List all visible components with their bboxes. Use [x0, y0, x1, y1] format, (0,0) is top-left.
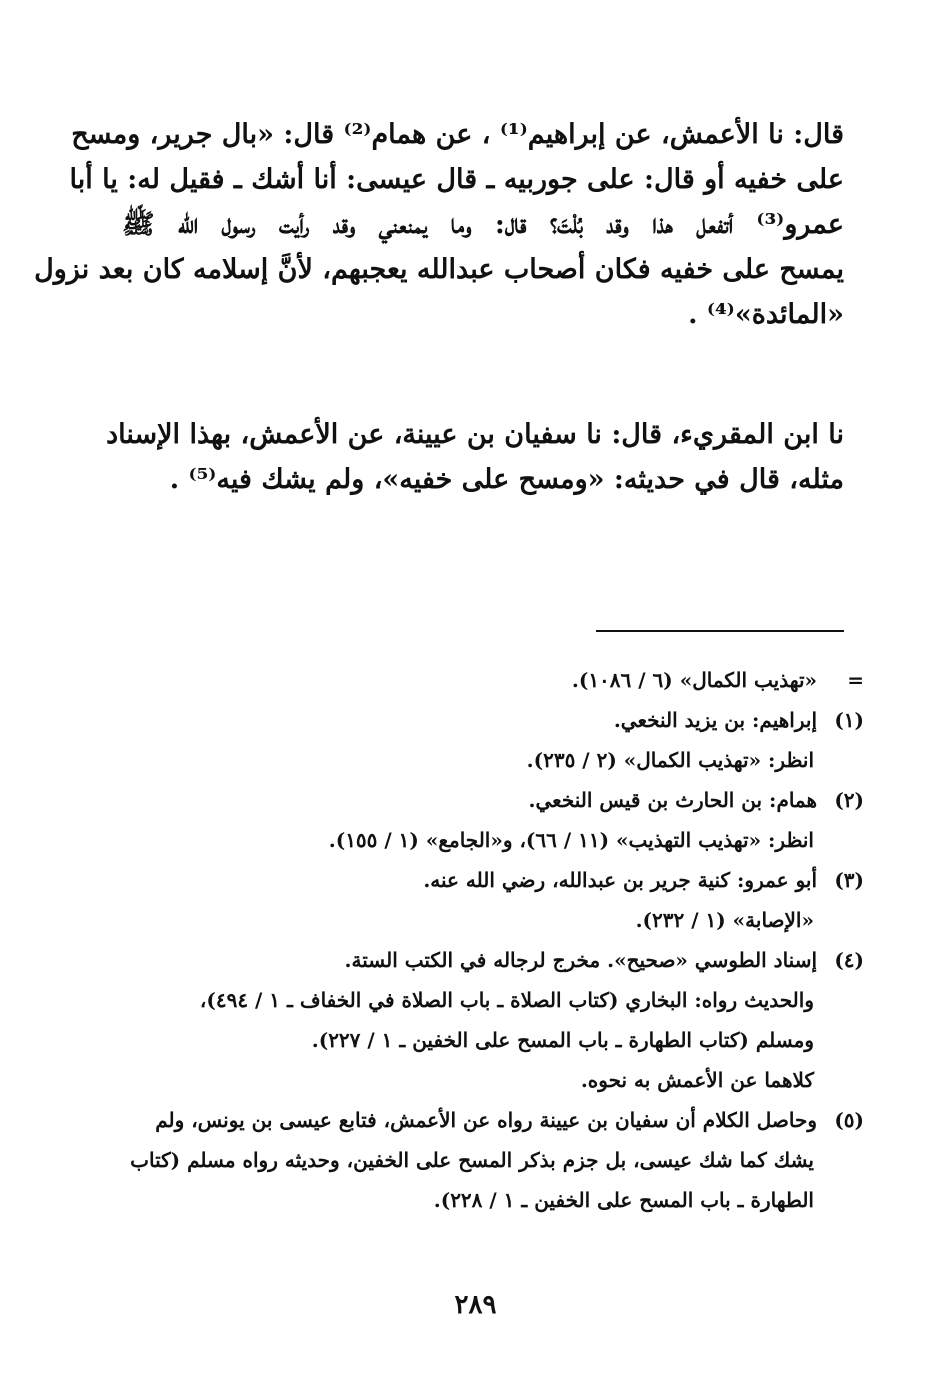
- footnote-number: (١): [834, 708, 864, 732]
- footnote-5: [122, 1100, 864, 1140]
- footnote-text: أبو عمرو: كنية جرير بن عبدالله، رضي الله عنه.: [423, 868, 818, 892]
- page-number: ٢٨٩: [454, 1290, 497, 1320]
- footnote-4: [122, 940, 864, 980]
- footnote-line: كلاهما عن الأعمش به نحوه.: [580, 1068, 814, 1092]
- footnote-continuation: [122, 660, 864, 700]
- paragraph-line: «المائدة»⁽⁴⁾ .: [688, 299, 844, 330]
- paragraph-line: عمرو⁽³⁾ أتفعل هذا وقد بُلْتَ؟ قال: وما يمنعني وقد رأيت رسول الله ﷺ: [122, 209, 844, 240]
- footnote-number: (٤): [834, 948, 864, 972]
- paragraph-line: يمسح على خفيه فكان أصحاب عبدالله يعجبهم، لأنَّ إسلامه كان بعد نزول: [34, 254, 844, 285]
- footnotes: [122, 660, 864, 1220]
- paragraph-line: مثله، قال في حديثه: «ومسح على خفيه»، ولم يشك فيه⁽⁵⁾ .: [169, 464, 844, 495]
- footnote-separator: [596, 630, 844, 632]
- paragraph-line: قال: نا الأعمش، عن إبراهيم⁽¹⁾ ، عن همام⁽²⁾ قال: «بال جرير، ومسح: [71, 119, 844, 150]
- footnote-line: انظر: «تهذيب الكمال» (٢ / ٢٣٥).: [526, 748, 814, 772]
- paragraph-line: على خفيه أو قال: على جوربيه ـ قال عيسى: أنا أشك ـ فقيل له: يا أبا: [69, 164, 844, 195]
- footnote-3: [122, 860, 864, 900]
- footnote-text: همام: بن الحارث بن قيس النخعي.: [528, 788, 818, 812]
- footnote-line: انظر: «تهذيب التهذيب» (١١ / ٦٦)، و«الجامع» (١ / ١٥٥).: [328, 828, 814, 852]
- footnote-text: إسناد الطوسي «صحيح». مخرج لرجاله في الكتب الستة.: [344, 948, 818, 972]
- footnote-2: [122, 780, 864, 820]
- footnote-text: وحاصل الكلام أن سفيان بن عيينة رواه عن الأعمش، فتابع عيسى بن يونس، ولم: [155, 1108, 818, 1132]
- footnote-number: (٣): [834, 868, 864, 892]
- footnote-line: يشك كما شك عيسى، بل جزم بذكر المسح على الخفين، وحديثه رواه مسلم (كتاب: [130, 1148, 814, 1172]
- footnote-line: والحديث رواه: البخاري (كتاب الصلاة ـ باب الصلاة في الخفاف ـ ١ / ٤٩٤)،: [199, 988, 814, 1012]
- main-paragraph-2: [106, 412, 844, 502]
- paragraph-line: نا ابن المقريء، قال: نا سفيان بن عيينة، عن الأعمش، بهذا الإسناد: [106, 419, 844, 450]
- footnote-1: [122, 700, 864, 740]
- footnote-text: «تهذيب الكمال» (٦ / ١٠٨٦).: [571, 668, 818, 692]
- footnote-number: (٢): [834, 788, 864, 812]
- footnote-line: «الإصابة» (١ / ٢٣٢).: [635, 908, 814, 932]
- main-paragraph-1: [34, 112, 844, 337]
- footnote-text: إبراهيم: بن يزيد النخعي.: [613, 708, 818, 732]
- continuation-marker: =: [847, 668, 864, 692]
- footnote-line: ومسلم (كتاب الطهارة ـ باب المسح على الخفين ـ ١ / ٢٢٧).: [311, 1028, 814, 1052]
- footnote-line: الطهارة ـ باب المسح على الخفين ـ ١ / ٢٢٨).: [433, 1188, 814, 1212]
- footnote-number: (٥): [834, 1108, 864, 1132]
